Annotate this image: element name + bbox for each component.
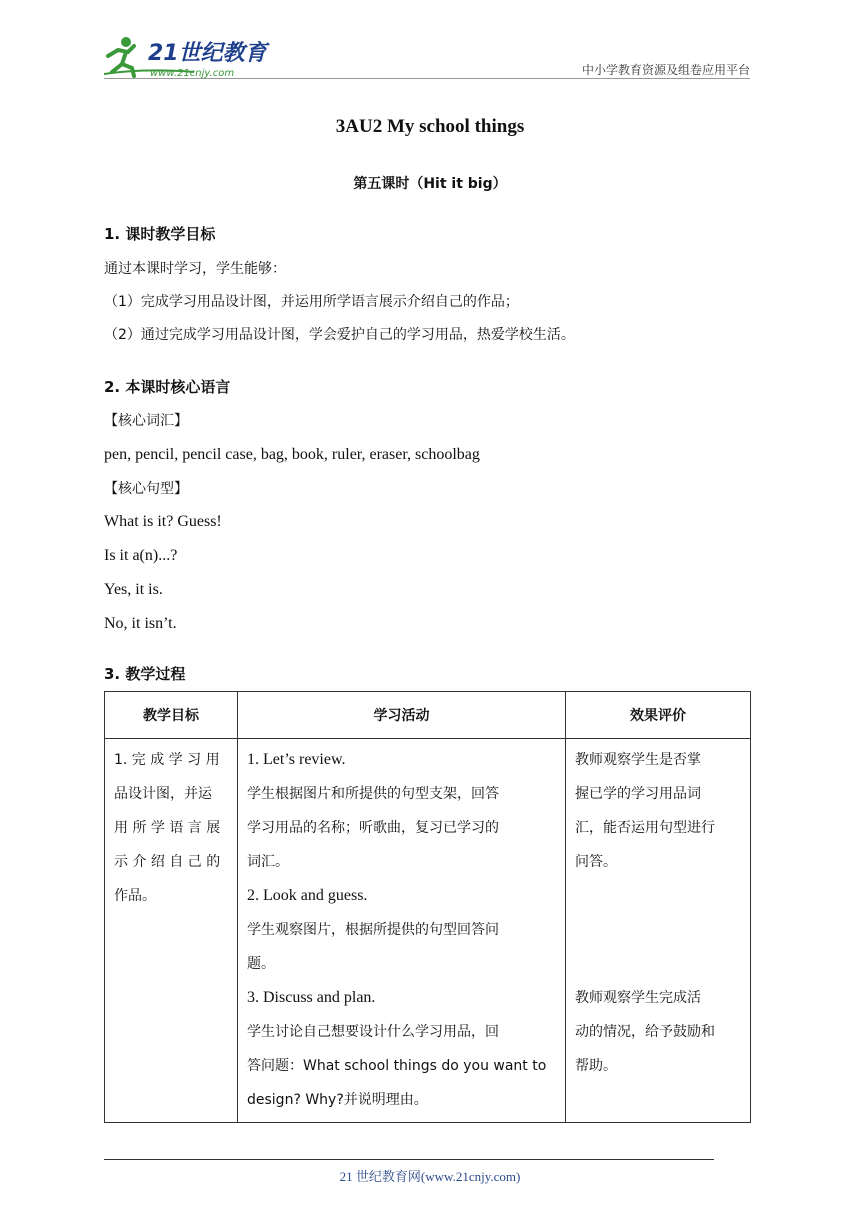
lesson-subtitle: 第五课时（Hit it big） (353, 176, 507, 192)
vocab-label: 【核心词汇】 (104, 413, 188, 429)
footer-divider (104, 1159, 714, 1160)
activity-title: 2. Look and guess. (247, 887, 368, 904)
activity-line: 学生观察图片，根据所提供的句型回答问 (247, 922, 499, 938)
section3-heading: 3. 教学过程 (104, 665, 186, 683)
activity-title: 1. Let’s review. (247, 751, 346, 768)
pattern-item: What is it? Guess! (104, 513, 222, 530)
evaluation-line: 汇，能否运用句型进行 (575, 820, 715, 836)
site-logo[interactable] (104, 34, 274, 78)
platform-name: 中小学教育资源及组卷应用平台 (581, 63, 750, 77)
objective-item: （2）通过完成学习用品设计图，学会爱护自己的学习用品，热爱学校生活。 (104, 327, 575, 343)
activity-line: 学生根据图片和所提供的句型支架，回答 (247, 786, 499, 802)
goal-line: 作品。 (114, 888, 156, 904)
pattern-item: Is it a(n)...? (104, 547, 178, 564)
pattern-item: No, it isn’t. (104, 615, 177, 632)
vocab-list: pen, pencil, pencil case, bag, book, ruler, eraser, schoolbag (104, 446, 480, 463)
activity-line: 答问题：What school things do you want to (247, 1058, 547, 1074)
goal-line: 1. 完 成 学 习 用 (114, 752, 220, 768)
table-header-row (105, 692, 751, 739)
pattern-label: 【核心句型】 (104, 481, 188, 497)
activity-cell (238, 739, 566, 1123)
lesson-title: 3AU2 My school things (335, 116, 525, 137)
objective-item: （1）完成学习用品设计图，并运用所学语言展示介绍自己的作品； (104, 294, 519, 310)
goal-line: 品设计图，并运 (114, 786, 212, 802)
goal-line: 用 所 学 语 言 展 (114, 820, 221, 836)
evaluation-line: 动的情况，给予鼓励和 (575, 1024, 715, 1040)
pattern-item: Yes, it is. (104, 581, 163, 598)
column-header: 教学目标 (105, 692, 238, 739)
runner-logo-icon (104, 34, 274, 78)
teaching-process-table (104, 691, 751, 1123)
evaluation-line: 握已学的学习用品词 (575, 786, 701, 802)
page-header (104, 28, 750, 80)
activity-line: design? Why?并说明理由。 (247, 1092, 428, 1108)
footer-link[interactable]: 21 世纪教育网(www.21cnjy.com) (339, 1169, 521, 1184)
table-row (105, 739, 751, 1123)
activity-line: 学生讨论自己想要设计什么学习用品，回 (247, 1024, 499, 1040)
section1-heading: 1. 课时教学目标 (104, 225, 216, 243)
evaluation-cell (566, 739, 751, 1123)
spacer (575, 879, 741, 947)
column-header: 效果评价 (566, 692, 751, 739)
activity-line: 词汇。 (247, 854, 289, 870)
logo-name: 21世纪教育 (148, 41, 267, 66)
evaluation-line: 帮助。 (575, 1058, 617, 1074)
goal-cell (105, 739, 238, 1123)
spacer (575, 947, 741, 981)
logo-url: www.21cnjy.com (150, 68, 235, 78)
evaluation-line: 教师观察学生完成活 (575, 990, 701, 1006)
evaluation-line: 问答。 (575, 854, 617, 870)
section2-heading: 2. 本课时核心语言 (104, 378, 231, 396)
section1-intro: 通过本课时学习，学生能够： (104, 261, 286, 277)
activity-line: 题。 (247, 956, 275, 972)
column-header: 学习活动 (238, 692, 566, 739)
header-divider (104, 78, 750, 79)
goal-line: 示 介 绍 自 己 的 (114, 854, 221, 870)
evaluation-line: 教师观察学生是否掌 (575, 752, 701, 768)
activity-title: 3. Discuss and plan. (247, 989, 376, 1006)
activity-line: 学习用品的名称；听歌曲，复习已学习的 (247, 820, 499, 836)
